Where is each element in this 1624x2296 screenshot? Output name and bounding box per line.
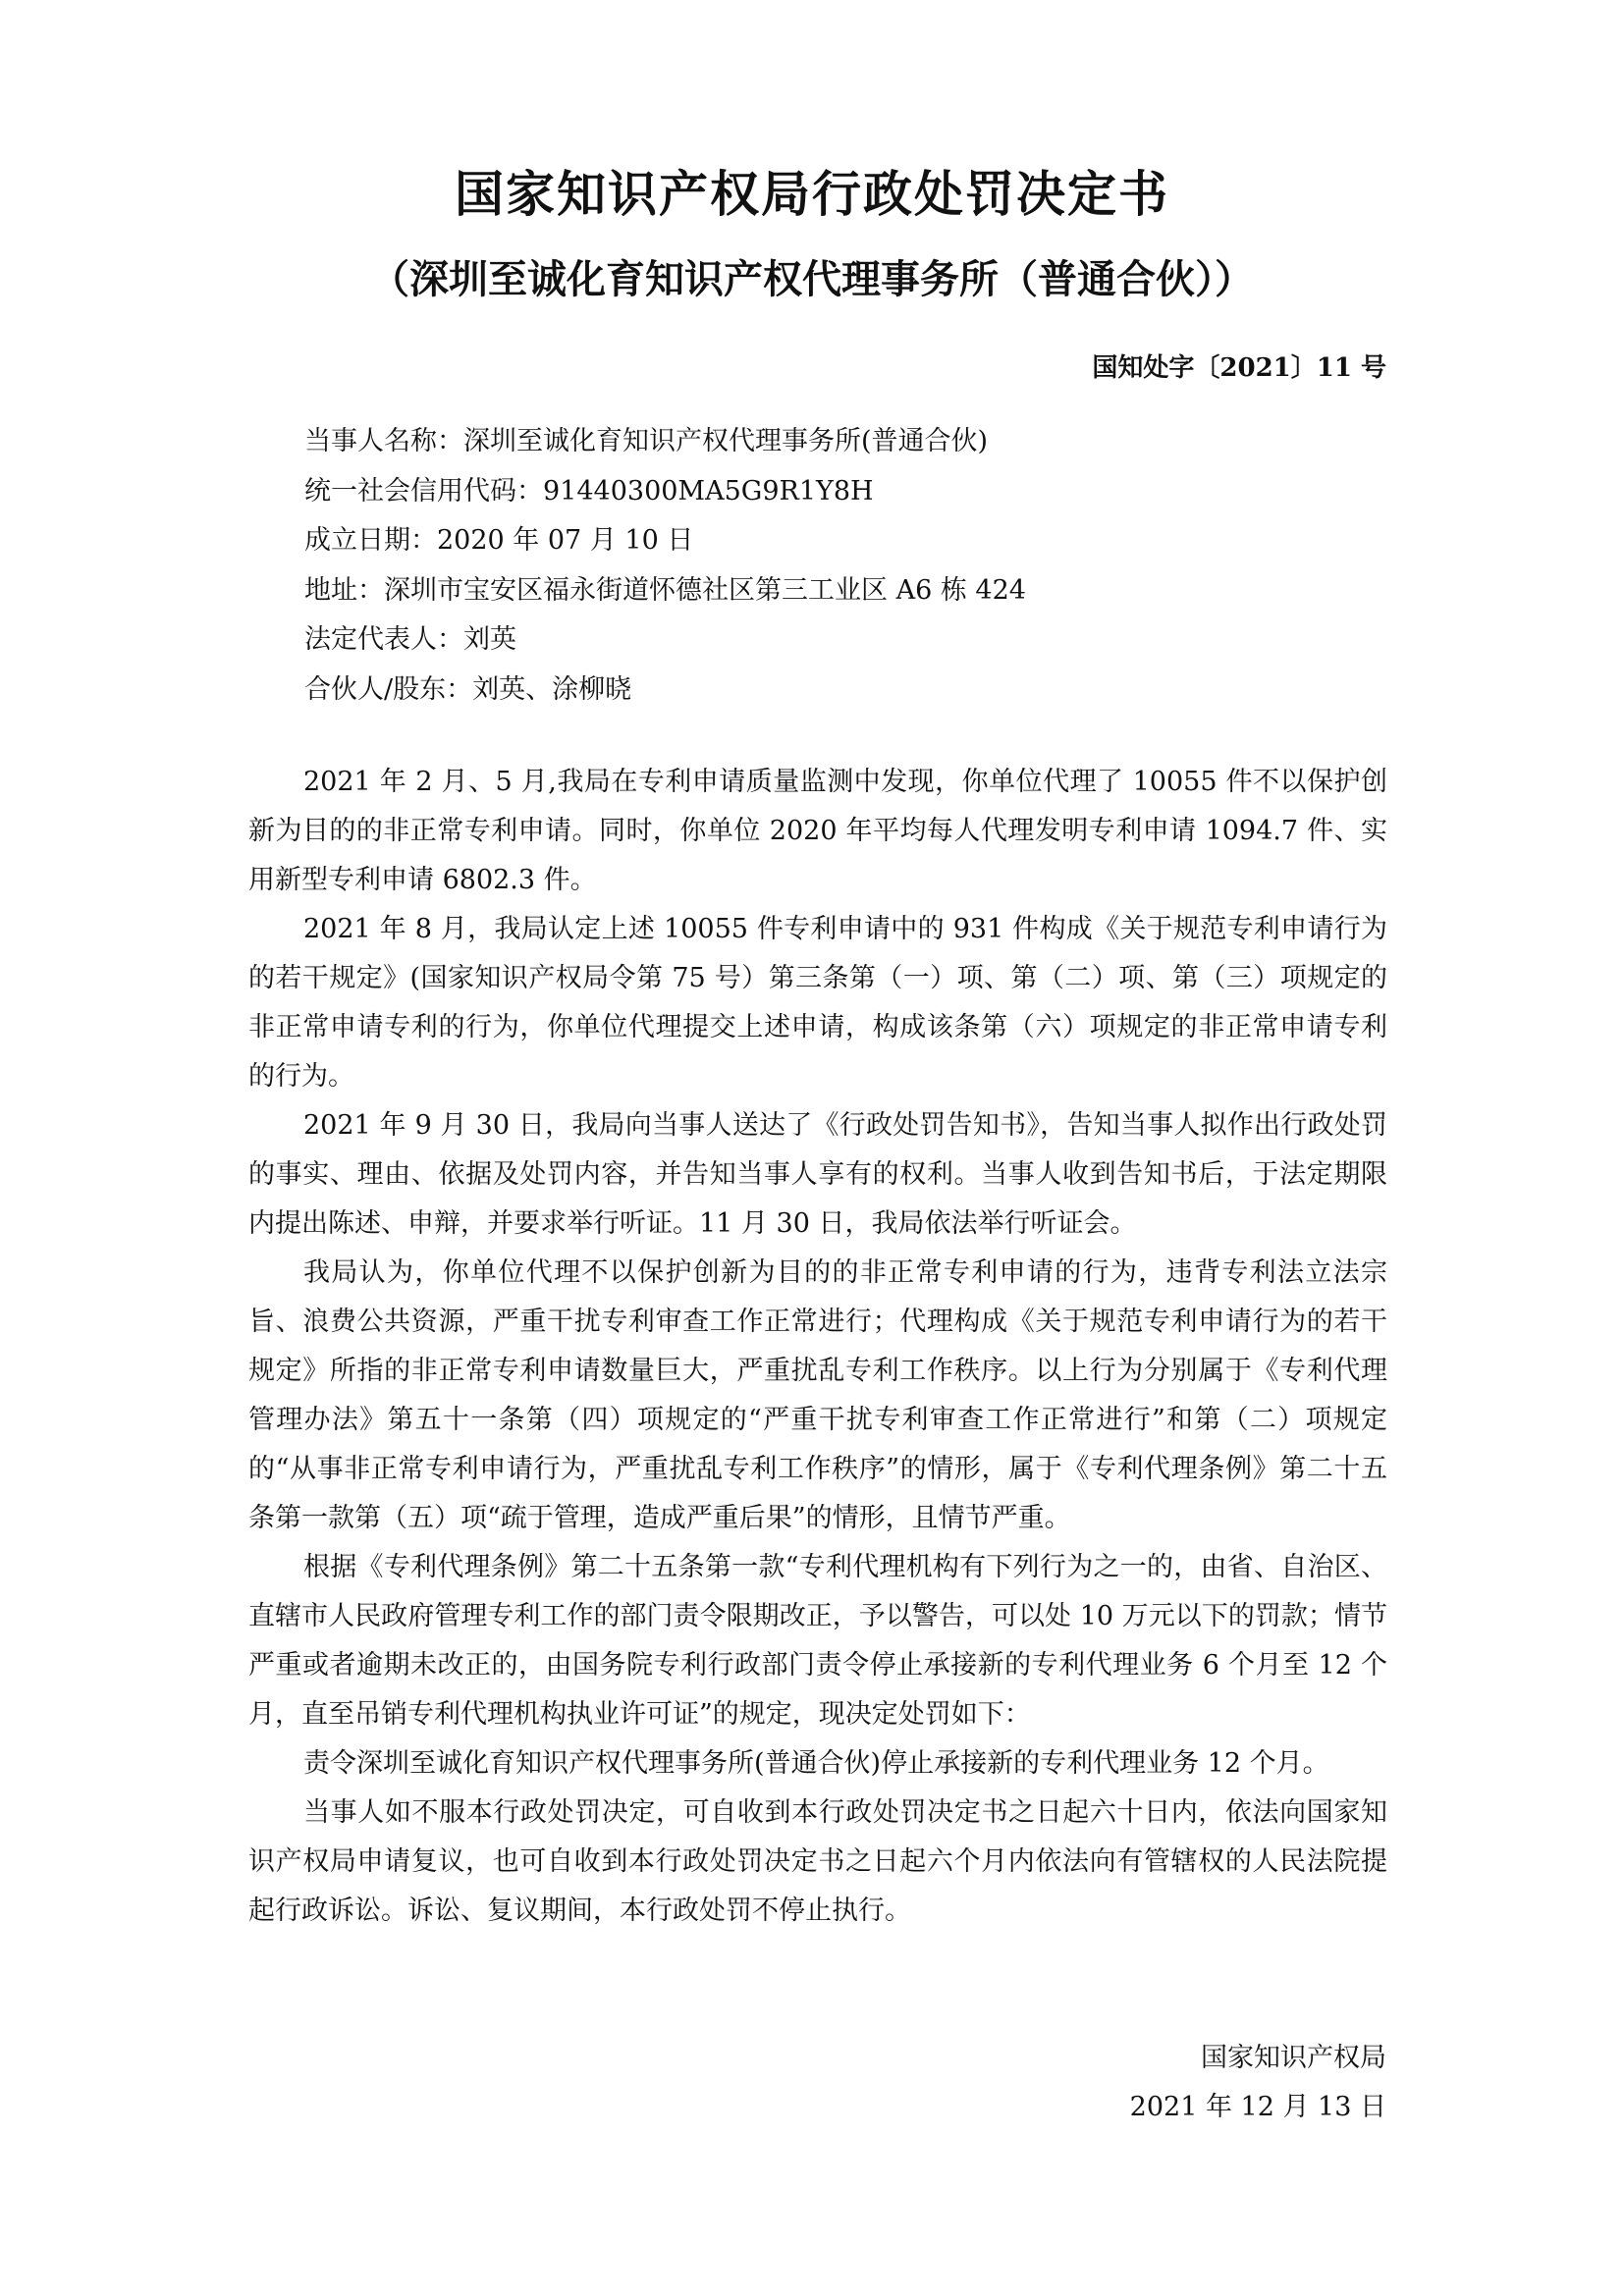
address: 地址：深圳市宝安区福永街道怀德社区第三工业区 A6 栋 424 bbox=[304, 574, 1026, 606]
establish-date: 成立日期：2020 年 07 月 10 日 bbox=[304, 525, 694, 556]
paragraph-notice: 2021 年 9 月 30 日，我局向当事人送达了《行政处罚告知书》，告知当事人拟作出行政处罚的事实、理由、依据及处罚内容，并告知当事人享有的权利。当事人收到告知书后，于法定期限内提出陈述、申辩，并要求举行听证。11 月 30 日，我局依法举行听证会。 bbox=[248, 1110, 1387, 1239]
paragraph-opinion: 我局认为，你单位代理不以保护创新为目的的非正常专利申请的行为，违背专利法立法宗旨、浪费公共资源，严重干扰专利审查工作正常进行；代理构成《关于规范专利申请行为的若干规定》所指的非正常专利申请数量巨大，严重扰乱专利工作秩序。以上行为分别属于《专利代理管理办法》第五十一条第（四）项规定的“严重干扰专利审查工作正常进行”和第（二）项规定的“从事非正常专利申请行为，严重扰乱专利工作秩序”的情形，属于《专利代理条例》第二十五条第一款第（五）项“疏于管理，造成严重后果”的情形，且情节严重。 bbox=[248, 1257, 1387, 1533]
signature-block bbox=[1130, 2034, 1386, 2132]
paragraph-determination: 2021 年 8 月，我局认定上述 10055 件专利申请中的 931 件构成《关于规范专利申请行为的若干规定》(国家知识产权局令第 75 号）第三条第（一）项、第（二）项、第（三）项规定的非正常申请专利的行为，你单位代理提交上述申请，构成该条第（六）项规定的非正常申请专利的行为。 bbox=[248, 914, 1387, 1092]
document-body bbox=[248, 758, 1387, 1936]
issuing-organization: 国家知识产权局 bbox=[1201, 2043, 1386, 2073]
party-name: 当事人名称：深圳至诚化育知识产权代理事务所(普通合伙) bbox=[304, 426, 989, 456]
issue-date: 2021 年 12 月 13 日 bbox=[1129, 2092, 1386, 2122]
party-info-list bbox=[304, 417, 1384, 715]
document-title: 国家知识产权局行政处罚决定书 bbox=[455, 165, 1169, 223]
legal-representative: 法定代表人：刘英 bbox=[304, 624, 516, 655]
document-number: 国知处字〔2021〕11 号 bbox=[1092, 353, 1386, 383]
credit-code: 统一社会信用代码：91440300MA5G9R1Y8H bbox=[304, 475, 874, 507]
paragraph-legal-basis: 根据《专利代理条例》第二十五条第一款“专利代理机构有下列行为之一的，由省、自治区、直辖市人民政府管理专利工作的部门责令限期改正，予以警告，可以处 10 万元以下的罚款；情节严重或者逾期未改正的，由国务院专利行政部门责令停止承接新的专利代理业务 6 个月至 12 个月，直至吊销专利代理机构执业许可证”的规定，现决定处罚如下： bbox=[248, 1552, 1387, 1730]
paragraph-penalty: 责令深圳至诚化育知识产权代理事务所(普通合伙)停止承接新的专利代理业务 12 个月。 bbox=[303, 1748, 1329, 1779]
paragraph-appeal-rights: 当事人如不服本行政处罚决定，可自收到本行政处罚决定书之日起六十日内，依法向国家知识产权局申请复议，也可自收到本行政处罚决定书之日起六个月内依法向有管辖权的人民法院提起行政诉讼。诉讼、复议期间，本行政处罚不停止执行。 bbox=[248, 1797, 1387, 1926]
document-subtitle: （深圳至诚化育知识产权代理事务所（普通合伙）） bbox=[370, 256, 1254, 302]
paragraph-findings: 2021 年 2 月、5 月,我局在专利申请质量监测中发现，你单位代理了 10055 件不以保护创新为目的的非正常专利申请。同时，你单位 2020 年平均每人代理发明专利申请 1094.7 件、实用新型专利申请 6802.3 件。 bbox=[248, 767, 1387, 895]
partners: 合伙人/股东：刘英、涂柳晓 bbox=[304, 673, 632, 705]
